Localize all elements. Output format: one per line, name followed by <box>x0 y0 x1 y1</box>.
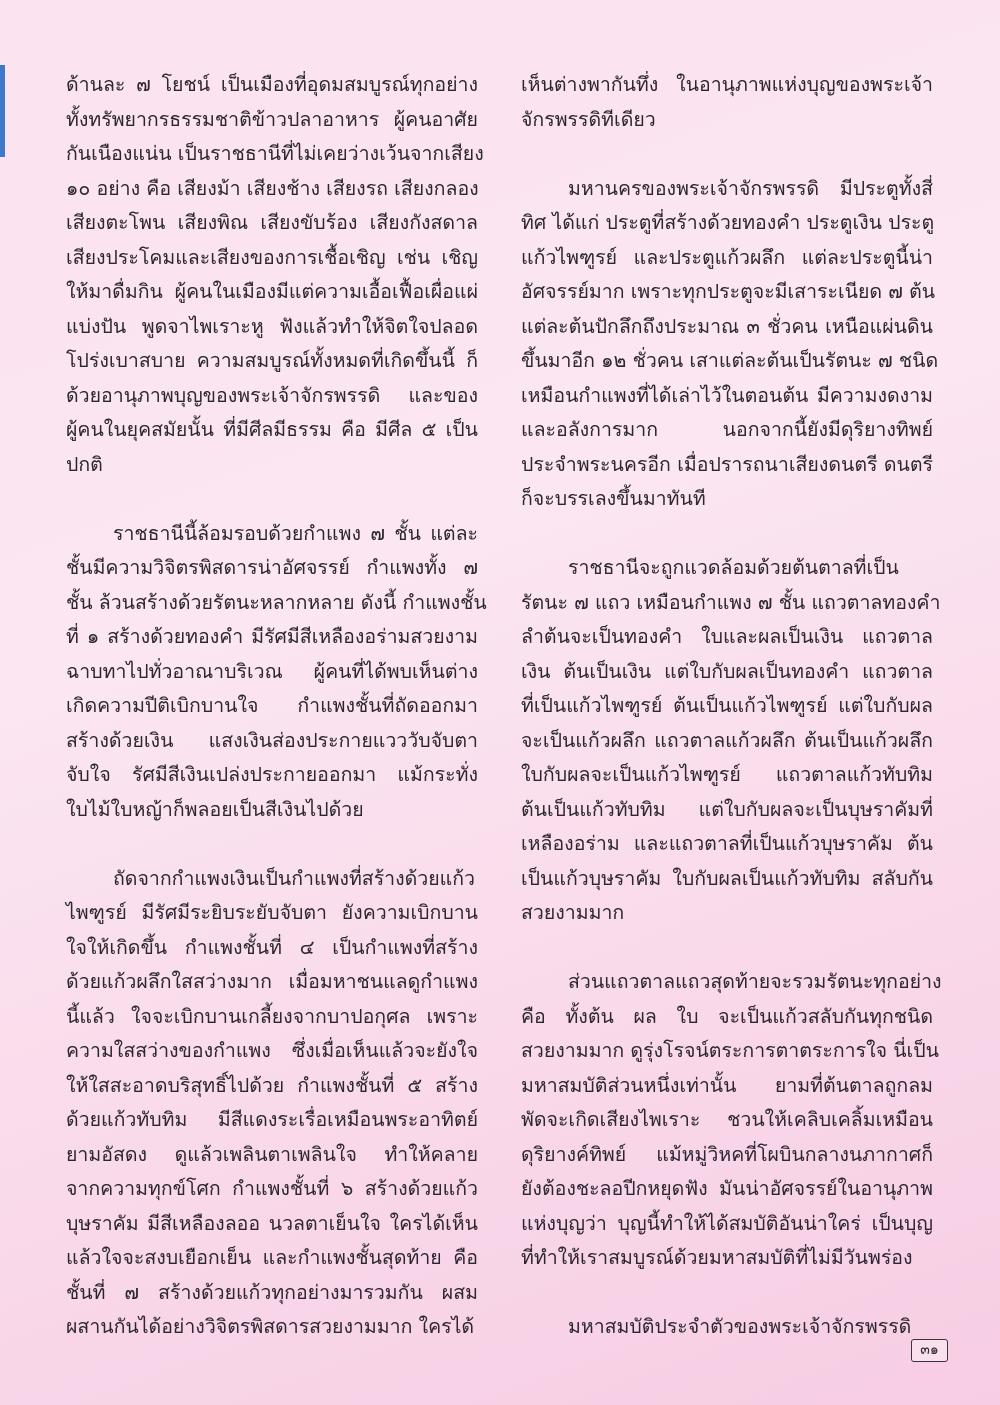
text-line: ถัดจากกำแพงเงินเป็นกำแพงที่สร้างด้วยแก้ว <box>113 866 476 890</box>
paragraph <box>521 172 939 517</box>
text-line: ขึ้นมาอีก ๑๒ ชั่วคน เสาแต่ละต้นเป็นรัตนะ ๗ ชนิด <box>521 349 939 372</box>
text-line: เหลืองอร่าม และแถวตาลที่เป็นแก้วบุษราคัม ต้น <box>521 832 933 855</box>
paragraph <box>521 965 942 1276</box>
text-line: ด้วยอานุภาพบุญของพระเจ้าจักรพรรดิ และของ <box>66 383 478 407</box>
text-line: ราชธานีนี้ล้อมรอบด้วยกำแพง ๗ ชั้น แต่ละ <box>113 521 478 545</box>
page-number: ๓๑ <box>911 1339 948 1362</box>
text-line: สร้างด้วยเงิน แสงเงินส่องประกายแวววับจับตา <box>66 728 478 752</box>
text-line: แก้วไพฑูรย์ และประตูแก้วผลึก แต่ละประตูนี้น่า <box>521 245 933 269</box>
paragraph-gap <box>521 1276 933 1311</box>
text-line: เงิน ต้นเป็นเงิน แต่ใบกับผลเป็นทองคำ แถวตาล <box>521 659 933 683</box>
text-line: ทิศ ได้แก่ ประตูที่สร้างด้วยทองคำ ประตูเงิน ประตู <box>521 211 935 234</box>
text-line: แห่งบุญว่า บุญนี้ทำให้ได้สมบัติอันน่าใคร่ เป็นบุญ <box>521 1211 933 1235</box>
text-line: เกิดความปีติเบิกบานใจ กำแพงชั้นที่ถัดออกมา <box>66 694 478 717</box>
text-line: ให้มาดื่มกิน ผู้คนในเมืองมีแต่ความเอื้อเฟื้อเผื่อแผ่ <box>66 280 478 303</box>
paragraph-gap <box>521 517 933 552</box>
paragraph <box>521 1310 933 1345</box>
text-line: ยามอัสดง ดูแล้วเพลินตาเพลินใจ ทำให้คลาย <box>66 1142 478 1166</box>
text-line: ส่วนแถวตาลแถวสุดท้ายจะรวมรัตนะทุกอย่าง <box>568 970 942 993</box>
left-text-column <box>66 68 487 1345</box>
text-line: สวยงามมาก <box>521 901 625 924</box>
text-line: เป็นแก้วบุษราคัม ใบกับผลเป็นแก้วทับทิม สลับกัน <box>521 866 933 890</box>
text-line: แบ่งปัน พูดจาไพเราะหู ฟังแล้วทำให้จิตใจปลอด <box>66 314 478 338</box>
text-line: ชั้นมีความวิจิตรพิสดารน่าอัศจรรย์ กำแพงทั้ง ๗ <box>66 556 478 579</box>
text-line: ที่ ๑ สร้างด้วยทองคำ มีรัศมีสีเหลืองอร่ามสวยงาม <box>66 625 478 648</box>
text-line: คือ ทั้งต้น ผล ใบ จะเป็นแก้วสลับกันทุกชนิด <box>521 1004 933 1028</box>
text-line: ใจให้เกิดขึ้น กำแพงชั้นที่ ๔ เป็นกำแพงที่สร้าง <box>66 935 478 959</box>
paragraph-gap <box>521 931 933 966</box>
text-line: ผู้คนในยุคสมัยนั้น ที่มีศีลมีธรรม คือ มีศีล ๕ เป็น <box>66 418 478 441</box>
text-line: มหานครของพระเจ้าจักรพรรดิ มีประตูทั้งสี่ <box>568 176 933 200</box>
text-line: ปกติ <box>66 452 103 476</box>
text-line: ทั้งทรัพยากรธรรมชาติข้าวปลาอาหาร ผู้คนอาศัย <box>66 107 478 131</box>
text-line: มหาสมบัติส่วนหนึ่งเท่านั้น ยามที่ต้นตาลถูกลม <box>521 1073 933 1097</box>
text-line: กันเนืองแน่น เป็นราชธานีที่ไม่เคยว่างเว้นจากเสียง <box>66 142 484 165</box>
paragraph <box>521 68 933 137</box>
left-edge-accent-bar <box>0 65 5 157</box>
text-line: เหมือนกำแพงที่ได้เล่าไว้ในตอนต้น มีความงดงาม <box>521 383 933 407</box>
right-text-column <box>521 68 942 1345</box>
text-line: บุษราคัม มีสีเหลืองลออ นวลตาเย็นใจ ใครได้เห็น <box>66 1211 478 1235</box>
paragraph-gap <box>66 482 478 517</box>
text-line: จับใจ รัศมีสีเงินเปล่งประกายออกมา แม้กระทั่ง <box>66 763 478 786</box>
text-line: ที่เป็นแก้วไพฑูรย์ ต้นเป็นแก้วไพฑูรย์ แต่ใบกับผล <box>521 694 933 717</box>
text-line: ประจำพระนครอีก เมื่อปรารถนาเสียงดนตรี ดนตรี <box>521 452 933 476</box>
text-line: แต่ละต้นปักลึกถึงประมาณ ๓ ชั่วคน เหนือแผ่นดิน <box>521 314 933 338</box>
text-line: ด้านละ ๗ โยชน์ เป็นเมืองที่อุดมสมบูรณ์ทุกอย่าง <box>66 73 478 96</box>
text-line: ยังต้องชะลอปีกหยุดฟัง มันน่าอัศจรรย์ในอานุภาพ <box>521 1177 933 1200</box>
text-line: ที่ทำให้เราสมบูรณ์ด้วยมหาสมบัติที่ไม่มีวันพร่อง <box>521 1246 913 1269</box>
text-line: สวยงามมาก ดูรุ่งโรจน์ตระการตาตระการใจ นี่เป็น <box>521 1039 939 1062</box>
paragraph <box>66 862 478 1345</box>
text-line: ชั้น ล้วนสร้างด้วยรัตนะหลากหลาย ดังนี้ กำแพงชั้น <box>66 590 487 614</box>
text-line: ต้นเป็นแก้วทับทิม แต่ใบกับผลจะเป็นบุษราคัมที่ <box>521 797 933 821</box>
text-line: ชั้นที่ ๗ สร้างด้วยแก้วทุกอย่างมารวมกัน ผสม <box>66 1280 478 1304</box>
text-line: ไพฑูรย์ มีรัศมีระยิบระยับจับตา ยังความเบิกบาน <box>66 901 478 924</box>
text-line: ด้วยแก้วทับทิม มีสีแดงระเรื่อเหมือนพระอาทิตย์ <box>66 1108 478 1131</box>
paragraph <box>521 551 941 931</box>
text-line: นี้แล้ว ใจจะเบิกบานเกลี้ยงจากบาปอกุศล เพราะ <box>66 1004 478 1028</box>
text-line: ความใสสว่างของกำแพง ซึ่งเมื่อเห็นแล้วจะยังใจ <box>66 1039 478 1062</box>
text-line: จากความทุกข์โศก กำแพงชั้นที่ ๖ สร้างด้วยแก้ว <box>66 1177 478 1200</box>
text-line: ใบไม้ใบหญ้าก็พลอยเป็นสีเงินไปด้วย <box>66 797 364 821</box>
text-line: เห็นต่างพากันทึ่ง ในอานุภาพแห่งบุญของพระเจ้า <box>521 73 933 96</box>
text-line: จักรพรรดิทีเดียว <box>521 107 656 131</box>
text-line: เสียงประโคมและเสียงของการเชื้อเชิญ เช่น เชิญ <box>66 245 478 269</box>
text-line: ฉาบทาไปทั่วอาณาบริเวณ ผู้คนที่ได้พบเห็นต่าง <box>66 659 478 683</box>
text-line: มหาสมบัติประจำตัวของพระเจ้าจักรพรรดิ <box>568 1315 912 1338</box>
text-line: รัตนะ ๗ แถว เหมือนกำแพง ๗ ชั้น แถวตาลทองคำ <box>521 590 941 614</box>
text-line: ดุริยางค์ทิพย์ แม้หมู่วิหคที่โผบินกลางนภากาศก็ <box>521 1142 933 1166</box>
text-line: จะเป็นแก้วผลึก แถวตาลแก้วผลึก ต้นเป็นแก้วผลึก <box>521 728 933 752</box>
text-line: ลำต้นจะเป็นทองคำ ใบและผลเป็นเงิน แถวตาล <box>521 625 933 648</box>
text-line: โปร่งเบาสบาย ความสมบูรณ์ทั้งหมดที่เกิดขึ้นนี้ ก็ <box>66 349 478 372</box>
text-line: และอลังการมาก นอกจากนี้ยังมีดุริยางทิพย์ <box>521 418 933 441</box>
text-line: ให้ใสสะอาดบริสุทธิ์ไปด้วย กำแพงชั้นที่ ๕ สร้าง <box>66 1073 478 1097</box>
paragraph <box>66 517 487 828</box>
text-line: ๑๐ อย่าง คือ เสียงม้า เสียงช้าง เสียงรถ เสียงกลอง <box>66 176 479 200</box>
text-line: ด้วยแก้วผลึกใสสว่างมาก เมื่อมหาชนแลดูกำแพง <box>66 970 478 993</box>
paragraph-gap <box>521 137 933 172</box>
paragraph <box>66 68 484 482</box>
text-line: อัศจรรย์มาก เพราะทุกประตูจะมีเสาระเนียด ๗ ต้น <box>521 280 936 303</box>
paragraph-gap <box>66 827 478 862</box>
text-line: พัดจะเกิดเสียงไพเราะ ชวนให้เคลิบเคลิ้มเหมือน <box>521 1108 933 1131</box>
text-line: เสียงตะโพน เสียงพิณ เสียงขับร้อง เสียงกังสดาล <box>66 211 478 234</box>
text-line: แล้วใจจะสงบเยือกเย็น และกำแพงชั้นสุดท้าย คือ <box>66 1246 478 1269</box>
text-line: ราชธานีจะถูกแวดล้อมด้วยต้นตาลที่เป็น <box>568 556 899 579</box>
text-line: ผสานกันได้อย่างวิจิตรพิสดารสวยงามมาก ใครได้ <box>66 1315 475 1338</box>
text-line: ก็จะบรรเลงขึ้นมาทันที <box>521 487 706 510</box>
text-line: ใบกับผลจะเป็นแก้วไพฑูรย์ แถวตาลแก้วทับทิม <box>521 763 933 786</box>
